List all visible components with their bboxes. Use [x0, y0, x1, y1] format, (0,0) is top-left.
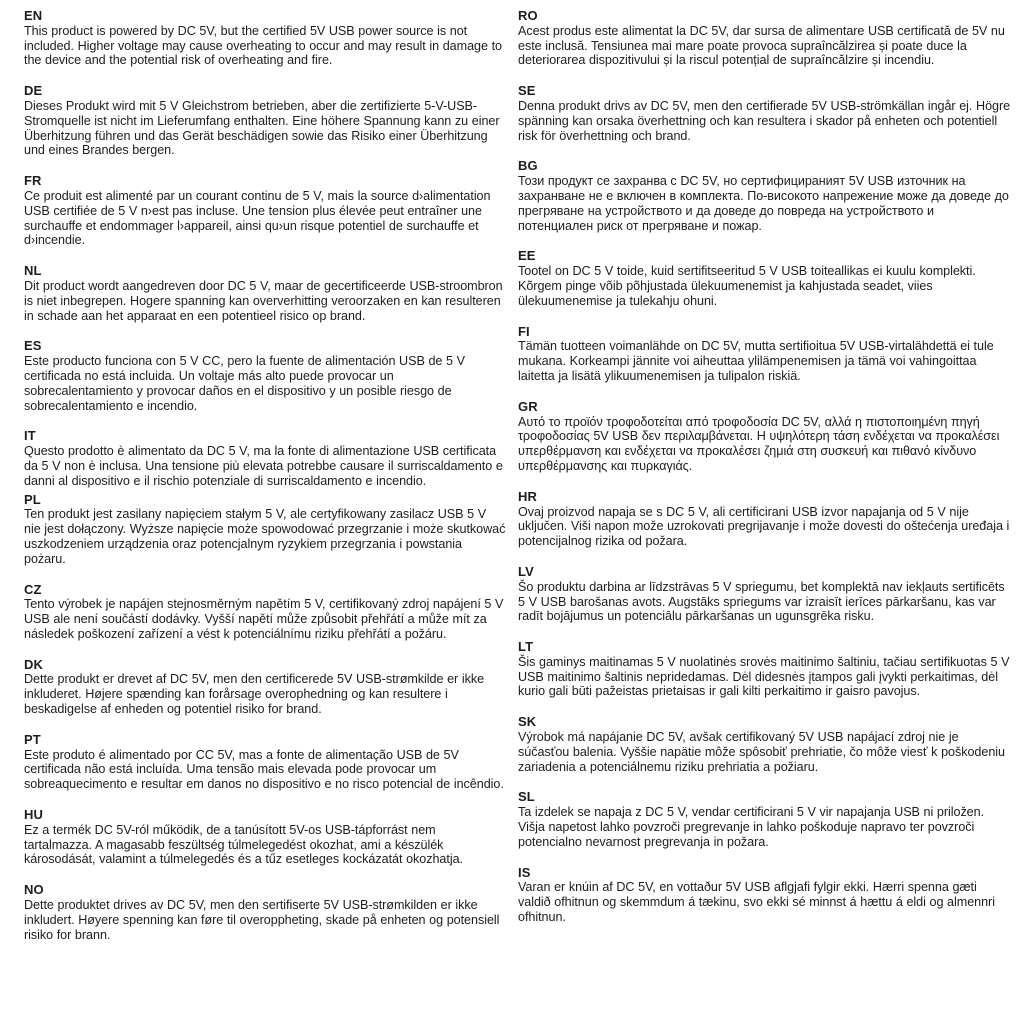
lang-text-bg: Този продукт се захранва с DC 5V, но сертифицираният 5V USB източник на захранване не е включен в комплекта. По-високото напрежение може да доведе до прегряване на устройството и да доведе до повреда на устройството и потенциален риск от прегряване и пожар. — [518, 174, 1009, 233]
lang-code-it: IT — [24, 428, 36, 444]
lang-code-sl: SL — [518, 789, 535, 805]
lang-text-it: Questo prodotto è alimentato da DC 5 V, ma la fonte di alimentazione USB certificata da 5 V non è inclusa. Una tensione più elevata potrebbe causare il surriscaldamento e danni al dispositivo e il rischio potenziale di surriscaldamento e incendio. — [24, 444, 503, 488]
lang-text-lt: Šis gaminys maitinamas 5 V nuolatinės srovės maitinimo šaltiniu, tačiau sertifikuotas 5 V USB maitinimo šaltinis nepridedamas. Dėl didesnės įtampos gali įvykti perkaitimas, dėl kurio gali būti pažeistas prietaisas ir gali kilti perkaitimo ir gaisro pavojus. — [518, 654, 1010, 699]
lang-code-de: DE — [24, 83, 43, 99]
lang-section-lv — [518, 565, 1012, 624]
lang-code-pl: PL — [24, 491, 41, 507]
lang-code-ee: EE — [518, 248, 536, 264]
lang-code-nl: NL — [24, 263, 42, 279]
lang-code-lt: LT — [518, 639, 534, 655]
lang-section-it — [24, 429, 506, 488]
lang-section-no — [24, 883, 506, 942]
lang-section-es — [24, 339, 506, 413]
lang-section-ee — [518, 249, 1012, 308]
lang-text-cz: Tento výrobek je napájen stejnosměrným napětím 5 V, certifikovaný zdroj napájení 5 V USB ale není součástí dodávky. Vyšší napětí může způsobit přehřátí a může mít za následek poškození zařízení a vést k potenciálnímu riziku přehřátí a požáru. — [24, 597, 504, 641]
lang-section-cz — [24, 583, 506, 642]
lang-code-se: SE — [518, 83, 536, 99]
right-column — [518, 9, 1012, 1024]
lang-code-es: ES — [24, 338, 42, 354]
lang-text-es: Este producto funciona con 5 V CC, pero la fuente de alimentación USB de 5 V certificada no está incluida. Un voltaje más alto puede provocar un sobrecalentamiento y provocar daños en el dispositivo y un posible riesgo de sobrecalentamiento e incendio. — [24, 354, 465, 413]
lang-text-no: Dette produktet drives av DC 5V, men den sertifiserte 5V USB-strømkilden er ikke inkludert. Høyere spenning kan føre til overoppheting, skade på enheten og potensiell risiko for brann. — [24, 898, 500, 942]
lang-text-de: Dieses Produkt wird mit 5 V Gleichstrom betrieben, aber die zertifizierte 5-V-USB-Stromquelle ist nicht im Lieferumfang enthalten. Eine höhere Spannung kann zu einer Überhitzung führen und das Gerät beschädigen sowie das Risiko einer Überhitzung und eines Brandes bergen. — [24, 98, 500, 158]
lang-section-ro — [518, 9, 1012, 68]
lang-text-is: Varan er knúin af DC 5V, en vottaður 5V USB aflgjafi fylgir ekki. Hærri spenna gæti valdið ofhitnun og skemmdum á tækinu, svo ekki sé minnst á hættu á eldi og almennri ofhitnun. — [518, 880, 995, 925]
lang-text-en: This product is powered by DC 5V, but the certified 5V USB power source is not included. Higher voltage may cause overheating to occur and may result in damage to the device and the potential risk of overheating and fire. — [24, 23, 502, 68]
lang-text-pt: Este produto é alimentado por CC 5V, mas a fonte de alimentação USB de 5V certificada não está incluída. Uma tensão mais elevada pode provocar um sobreaquecimento e resultar em danos no dispositivo e no risco potencial de incêndio. — [24, 747, 504, 792]
lang-code-is: IS — [518, 864, 531, 880]
lang-code-cz: CZ — [24, 581, 42, 597]
lang-text-fr: Ce produit est alimenté par un courant continu de 5 V, mais la source d›alimentation USB certifiée de 5 V n›est pas incluse. Une tension plus élevée peut entraîner une surchauffe et endommager l›appareil, ainsi qu›un risque potentiel de surchauffe et d›incendie. — [24, 188, 491, 248]
lang-text-dk: Dette produkt er drevet af DC 5V, men den certificerede 5V USB-strømkilde er ikke inkluderet. Højere spænding kan forårsage overophedning og kan resultere i beskadigelse af enheden og potentiel risiko for brand. — [24, 672, 485, 717]
left-column — [24, 9, 506, 1024]
lang-section-fr — [24, 174, 506, 248]
lang-section-gr — [518, 400, 1012, 474]
lang-section-hu — [24, 808, 506, 867]
lang-code-hr: HR — [518, 488, 537, 504]
lang-code-ro: RO — [518, 8, 538, 23]
lang-section-bg — [518, 159, 1012, 233]
lang-section-pt — [24, 733, 506, 792]
lang-text-hr: Ovaj proizvod napaja se s DC 5 V, ali certificirani USB izvor napajanja od 5 V nije uključen. Viši napon može uzrokovati pregrijavanje i može dovesti do oštećenja uređaja i potencijalnog rizika od požara. — [518, 504, 1010, 549]
lang-text-sl: Ta izdelek se napaja z DC 5 V, vendar certificirani 5 V vir napajanja USB ni priložen. Višja napetost lahko povzroči pregrevanje in lahko poškoduje napravo ter povzroči potencialno nevarnost pregrevanja in požara. — [518, 805, 985, 849]
lang-text-gr: Αυτό το προϊόν τροφοδοτείται από τροφοδοσία DC 5V, αλλά η πιστοποιημένη πηγή τροφοδοσίας 5V USB δεν περιλαμβάνεται. Η υψηλότερη τάση ενδέχεται να προκαλέσει υπερθέρμανση και ενδέχεται να προκαλέσει ζημιά στη συσκευή και πιθανό κίνδυνο υπερθέρμανσης και πυρκαγιάς. — [518, 414, 1000, 473]
lang-section-sk — [518, 715, 1012, 774]
lang-code-en: EN — [24, 8, 43, 23]
lang-section-sl — [518, 790, 1012, 849]
lang-code-fr: FR — [24, 173, 42, 189]
lang-section-lt — [518, 640, 1012, 699]
lang-section-hr — [518, 490, 1012, 549]
lang-code-bg: BG — [518, 158, 538, 174]
lang-code-lv: LV — [518, 563, 534, 579]
lang-section-nl — [24, 264, 506, 323]
lang-code-hu: HU — [24, 807, 43, 823]
lang-text-ee: Tootel on DC 5 V toide, kuid sertifitseeritud 5 V USB toiteallikas ei kuulu komplekti. Kõrgem pinge võib põhjustada ülekuumenemist ja kahjustada seadet, viies ülekuumenemise ja tulekahju ohuni. — [518, 264, 976, 308]
lang-text-hu: Ez a termék DC 5V-ról működik, de a tanúsított 5V-os USB-tápforrást nem tartalmazza. A magasabb feszültség túlmelegedést okozhat, ami a készülék károsodását, valamint a túlmelegedés és a tűz esetleges kockázatát okozhatja. — [24, 822, 463, 867]
lang-code-fi: FI — [518, 323, 530, 339]
lang-section-se — [518, 84, 1012, 143]
lang-section-en — [24, 9, 506, 68]
lang-code-sk: SK — [518, 714, 537, 730]
lang-code-pt: PT — [24, 731, 41, 747]
lang-section-fi — [518, 325, 1012, 384]
lang-text-ro: Acest produs este alimentat la DC 5V, dar sursa de alimentare USB certificată de 5V nu este inclusă. Tensiunea mai mare poate provoca supraîncălzirea și poate duce la deteriorarea dispozitivului și la riscul potențial de supraîncălzire și incendiu. — [518, 23, 1005, 68]
lang-text-nl: Dit product wordt aangedreven door DC 5 V, maar de gecertificeerde USB-stroombron is niet inbegrepen. Hogere spanning kan oververhitting veroorzaken en kan resulteren in schade aan het apparaat en een potentieel risico op brand. — [24, 278, 503, 323]
lang-code-dk: DK — [24, 656, 43, 672]
lang-text-pl: Ten produkt jest zasilany napięciem stałym 5 V, ale certyfikowany zasilacz USB 5 V nie jest dołączony. Wyższe napięcie może spowodować przegrzanie i może skutkować uszkodzeniem urządzenia oraz potencjalnym ryzykiem przegrzania i powstania pożaru. — [24, 507, 506, 566]
lang-text-sk: Výrobok má napájanie DC 5V, avšak certifikovaný 5V USB napájací zdroj nie je súčasťou balenia. Vyššie napätie môže spôsobiť prehriatie, čo môže viesť k poškodeniu zariadenia a potenciálnemu riziku prehriatia a požiaru. — [518, 730, 1005, 774]
lang-code-gr: GR — [518, 398, 538, 414]
lang-text-se: Denna produkt drivs av DC 5V, men den certifierade 5V USB-strömkällan ingår ej. Högre spänning kan orsaka överhettning och kan resultera i skador på enheten och potentiell risk för överhettning och brand. — [518, 98, 1011, 143]
lang-section-de — [24, 84, 506, 158]
lang-code-no: NO — [24, 882, 44, 898]
lang-text-fi: Tämän tuotteen voimanlähde on DC 5V, mutta sertifioitua 5V USB-virtalähdettä ei tule mukana. Korkeampi jännite voi aiheuttaa ylilämpenemisen ja tämä voi vahingoittaa laitetta ja lisätä ylikuumenemisen ja tulipalon riskiä. — [518, 339, 994, 383]
lang-section-is — [518, 866, 1012, 925]
lang-section-pl — [24, 493, 506, 567]
lang-section-dk — [24, 658, 506, 717]
lang-text-lv: Šo produktu darbina ar līdzstrāvas 5 V spriegumu, bet komplektā nav iekļauts sertificēts 5 V USB barošanas avots. Augstāks spriegums var izraisīt ierīces pārkaršanu, kas var radīt bojājumus un potenciālu pārkaršanas un ugunsgrēka risku. — [518, 579, 1005, 624]
